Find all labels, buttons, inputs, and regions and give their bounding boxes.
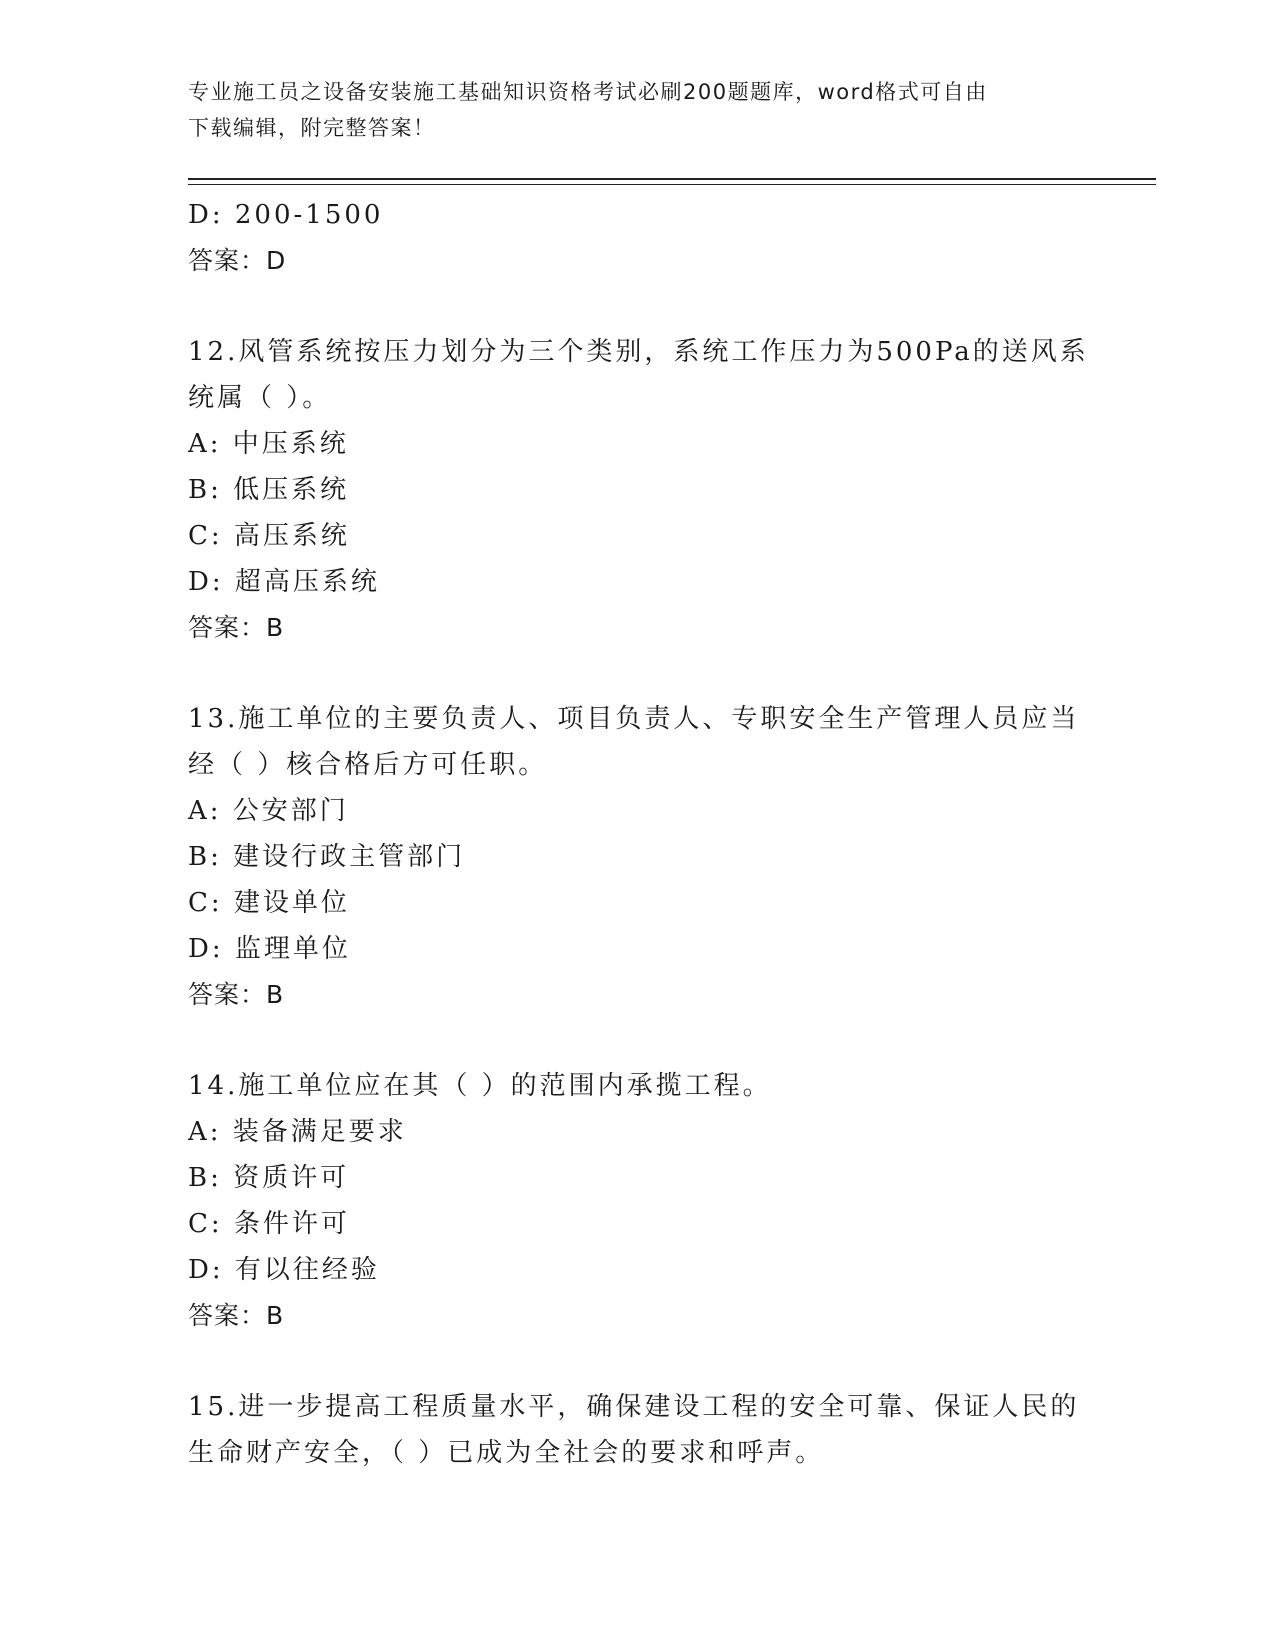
option-a: A: 公安部门 <box>188 796 349 826</box>
answer: 答案：B <box>188 980 285 1009</box>
question-stem-line-2: 经（ ）核合格后方可任职。 <box>188 750 548 780</box>
answer: 答案：D <box>188 246 287 275</box>
option-b: B: 低压系统 <box>188 475 350 505</box>
question-13 <box>188 696 1088 1018</box>
header-title-line-1: 专业施工员之设备安装施工基础知识资格考试必刷200题题库，word格式可自由 <box>188 80 988 104</box>
question-12 <box>188 329 1088 651</box>
option-c: C: 条件许可 <box>188 1209 350 1239</box>
option-c: C: 建设单位 <box>188 888 350 918</box>
document-header <box>188 74 1068 146</box>
question-stem-line-2: 生命财产安全，（ ）已成为全社会的要求和呼声。 <box>188 1438 825 1468</box>
answer: 答案：B <box>188 1301 285 1330</box>
question-stem-line-1: 15.进一步提高工程质量水平，确保建设工程的安全可靠、保证人民的 <box>188 1392 1080 1422</box>
question-14 <box>188 1063 1088 1339</box>
question-stem-line-1: 13.施工单位的主要负责人、项目负责人、专职安全生产管理人员应当 <box>188 704 1080 734</box>
option-d: D: 200-1500 <box>188 200 384 230</box>
header-rule-thick <box>188 178 1156 180</box>
option-b: B: 建设行政主管部门 <box>188 842 466 872</box>
question-15 <box>188 1384 1088 1476</box>
option-d: D: 有以往经验 <box>188 1255 380 1285</box>
question-11-tail <box>188 192 1088 284</box>
option-d: D: 超高压系统 <box>188 567 380 597</box>
answer: 答案：B <box>188 613 285 642</box>
option-d: D: 监理单位 <box>188 934 351 964</box>
option-a: A: 中压系统 <box>188 429 349 459</box>
question-list <box>188 192 1088 1476</box>
question-stem-line-1: 14.施工单位应在其（ ）的范围内承揽工程。 <box>188 1071 772 1101</box>
question-stem-line-2: 统属（ ）。 <box>188 383 332 413</box>
option-b: B: 资质许可 <box>188 1163 350 1193</box>
option-a: A: 装备满足要求 <box>188 1117 407 1147</box>
header-title-line-2: 下载编辑，附完整答案！ <box>188 116 436 140</box>
option-c: C: 高压系统 <box>188 521 350 551</box>
question-stem-line-1: 12.风管系统按压力划分为三个类别，系统工作压力为500Pa的送风系 <box>188 337 1089 367</box>
header-rule-thin <box>188 184 1156 185</box>
